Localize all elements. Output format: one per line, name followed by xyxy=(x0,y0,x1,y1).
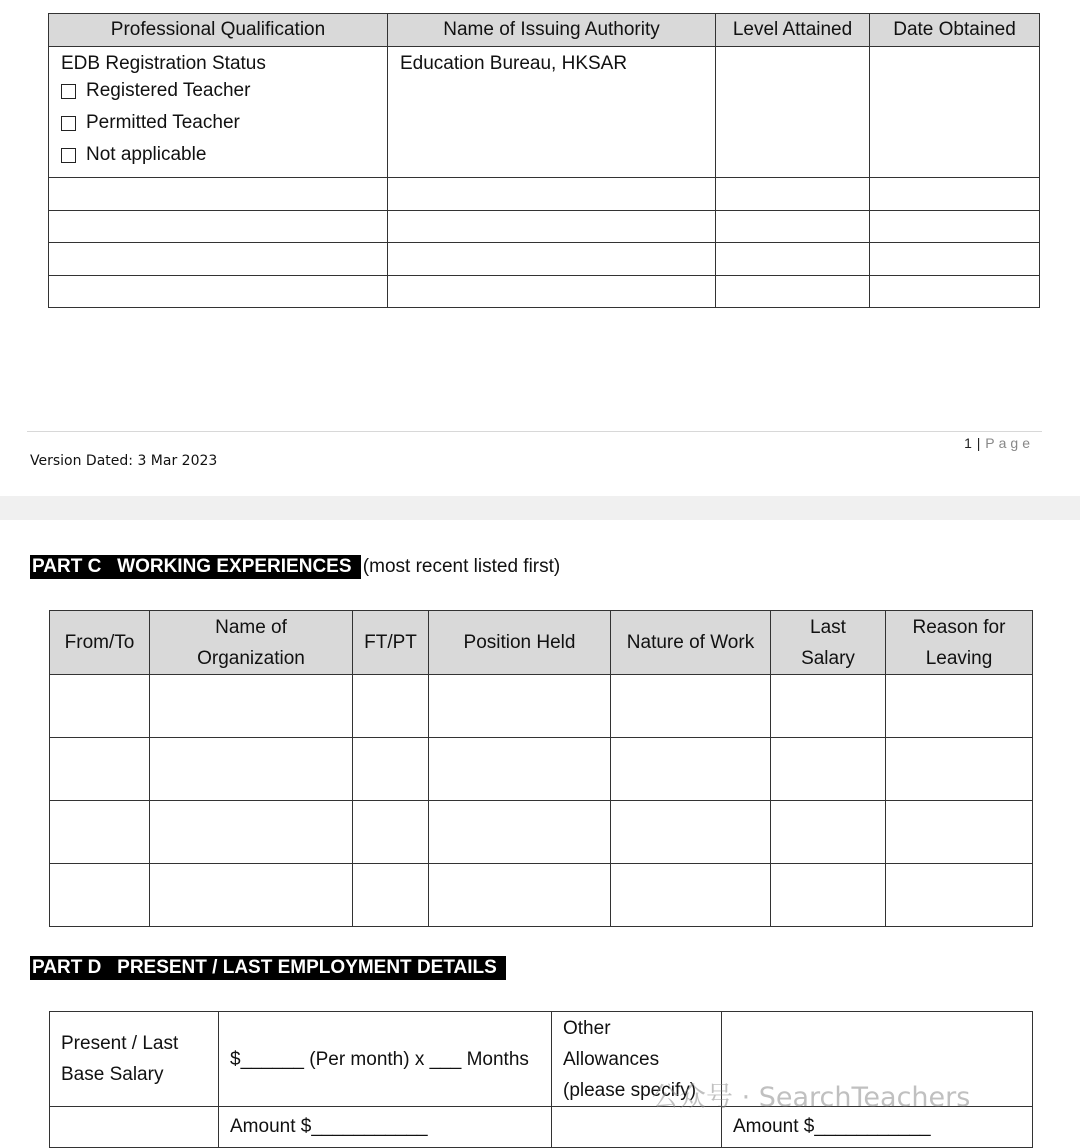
table-cell[interactable] xyxy=(150,675,353,738)
table-cell[interactable] xyxy=(611,801,771,864)
edb-status-cell xyxy=(49,47,388,178)
table-row xyxy=(50,864,1033,927)
header-text: Last xyxy=(810,616,846,638)
page-number-value: 1 xyxy=(964,435,973,451)
part-d-label: PART D PRESENT / LAST EMPLOYMENT DETAILS xyxy=(30,956,506,980)
table-header-row xyxy=(49,14,1040,47)
table-cell[interactable] xyxy=(870,243,1040,276)
option-label: Not applicable xyxy=(86,144,207,165)
table-cell[interactable] xyxy=(870,275,1040,308)
table-cell[interactable] xyxy=(50,738,150,801)
table-cell[interactable] xyxy=(870,178,1040,211)
amount-left-cell[interactable] xyxy=(219,1107,552,1148)
working-experience-table xyxy=(49,610,1033,927)
checkbox-icon[interactable] xyxy=(61,148,76,163)
table-header-row xyxy=(50,611,1033,675)
header-text: Name of xyxy=(215,616,287,638)
table-cell[interactable] xyxy=(388,275,716,308)
part-d-heading xyxy=(30,956,506,980)
table-cell[interactable] xyxy=(353,675,429,738)
option-registered-teacher[interactable] xyxy=(61,75,387,107)
table-cell[interactable] xyxy=(429,675,611,738)
table-cell[interactable] xyxy=(49,210,388,243)
header-level-attained: Level Attained xyxy=(716,14,870,47)
checkbox-icon[interactable] xyxy=(61,116,76,131)
page-number xyxy=(964,435,1034,451)
base-salary-label: Base Salary xyxy=(61,1064,164,1085)
option-label: Permitted Teacher xyxy=(86,112,240,133)
allowances-label: Other xyxy=(563,1017,611,1039)
option-not-applicable[interactable] xyxy=(61,139,387,171)
base-salary-label-cell xyxy=(50,1012,219,1107)
allowances-label: Allowances xyxy=(563,1048,660,1070)
table-cell[interactable] xyxy=(611,864,771,927)
table-cell[interactable] xyxy=(388,210,716,243)
part-c-heading xyxy=(30,555,560,579)
table-cell[interactable] xyxy=(388,178,716,211)
table-cell[interactable] xyxy=(429,864,611,927)
header-professional-qualification: Professional Qualification xyxy=(49,14,388,47)
table-cell[interactable] xyxy=(50,801,150,864)
table-cell[interactable] xyxy=(429,738,611,801)
checkbox-icon[interactable] xyxy=(61,84,76,99)
header-position: Position Held xyxy=(429,611,611,675)
header-issuing-authority: Name of Issuing Authority xyxy=(388,14,716,47)
table-cell[interactable] xyxy=(716,178,870,211)
edb-status-title: EDB Registration Status xyxy=(61,53,266,74)
header-text: Salary xyxy=(801,647,855,669)
page-label: Page xyxy=(985,435,1034,451)
footer-divider xyxy=(27,431,1042,432)
table-row xyxy=(49,178,1040,211)
header-date-obtained: Date Obtained xyxy=(870,14,1040,47)
table-row xyxy=(50,675,1033,738)
part-c-note: (most recent listed first) xyxy=(362,556,561,577)
table-cell[interactable] xyxy=(150,864,353,927)
table-row xyxy=(49,47,1040,178)
base-salary-value-cell[interactable] xyxy=(219,1012,552,1107)
header-ftpt: FT/PT xyxy=(353,611,429,675)
table-cell[interactable] xyxy=(49,178,388,211)
header-reason xyxy=(886,611,1033,675)
option-permitted-teacher[interactable] xyxy=(61,107,387,139)
header-text: Reason for xyxy=(912,616,1006,638)
amount-field: Amount $___________ xyxy=(733,1116,931,1137)
table-cell[interactable] xyxy=(611,675,771,738)
table-cell[interactable] xyxy=(771,864,886,927)
table-cell[interactable] xyxy=(49,275,388,308)
table-cell[interactable] xyxy=(771,675,886,738)
table-cell[interactable] xyxy=(429,801,611,864)
table-row xyxy=(49,275,1040,308)
table-cell[interactable] xyxy=(49,243,388,276)
base-salary-label: Present / Last xyxy=(61,1033,179,1054)
version-date: Version Dated: 3 Mar 2023 xyxy=(30,453,218,469)
authority-value: Education Bureau, HKSAR xyxy=(400,53,628,74)
qualifications-table xyxy=(48,13,1040,308)
table-cell[interactable] xyxy=(50,675,150,738)
table-row xyxy=(49,210,1040,243)
page-separator: | xyxy=(976,435,981,451)
header-salary xyxy=(771,611,886,675)
table-cell[interactable] xyxy=(771,801,886,864)
table-cell[interactable] xyxy=(870,210,1040,243)
header-from-to: From/To xyxy=(50,611,150,675)
amount-field: Amount $___________ xyxy=(230,1116,428,1137)
table-row xyxy=(50,738,1033,801)
table-cell[interactable] xyxy=(716,243,870,276)
table-row xyxy=(50,801,1033,864)
header-nature: Nature of Work xyxy=(611,611,771,675)
watermark: 公众号 · SearchTeachers xyxy=(652,1082,971,1113)
table-cell[interactable] xyxy=(771,738,886,801)
table-cell[interactable] xyxy=(886,738,1033,801)
table-cell[interactable] xyxy=(50,864,150,927)
option-label: Registered Teacher xyxy=(86,80,251,101)
base-salary-field: $______ (Per month) x ___ Months xyxy=(230,1048,529,1070)
table-cell[interactable] xyxy=(353,801,429,864)
header-organization xyxy=(150,611,353,675)
header-text: Leaving xyxy=(925,647,993,669)
allowances-label: (please specify) xyxy=(563,1079,697,1101)
table-cell[interactable] xyxy=(716,210,870,243)
part-c-label: PART C WORKING EXPERIENCES xyxy=(30,555,361,579)
table-cell[interactable] xyxy=(611,738,771,801)
table-row xyxy=(49,243,1040,276)
header-text: Organization xyxy=(197,647,305,669)
table-cell[interactable] xyxy=(886,675,1033,738)
table-cell[interactable] xyxy=(886,864,1033,927)
date-cell[interactable] xyxy=(870,47,1040,178)
table-cell[interactable] xyxy=(353,864,429,927)
table-cell[interactable] xyxy=(150,801,353,864)
page-break xyxy=(0,496,1080,520)
table-cell[interactable] xyxy=(886,801,1033,864)
table-cell[interactable] xyxy=(150,738,353,801)
table-cell[interactable] xyxy=(716,275,870,308)
table-cell xyxy=(50,1107,219,1148)
authority-cell xyxy=(388,47,716,178)
table-cell[interactable] xyxy=(353,738,429,801)
table-cell[interactable] xyxy=(388,243,716,276)
level-cell[interactable] xyxy=(716,47,870,178)
